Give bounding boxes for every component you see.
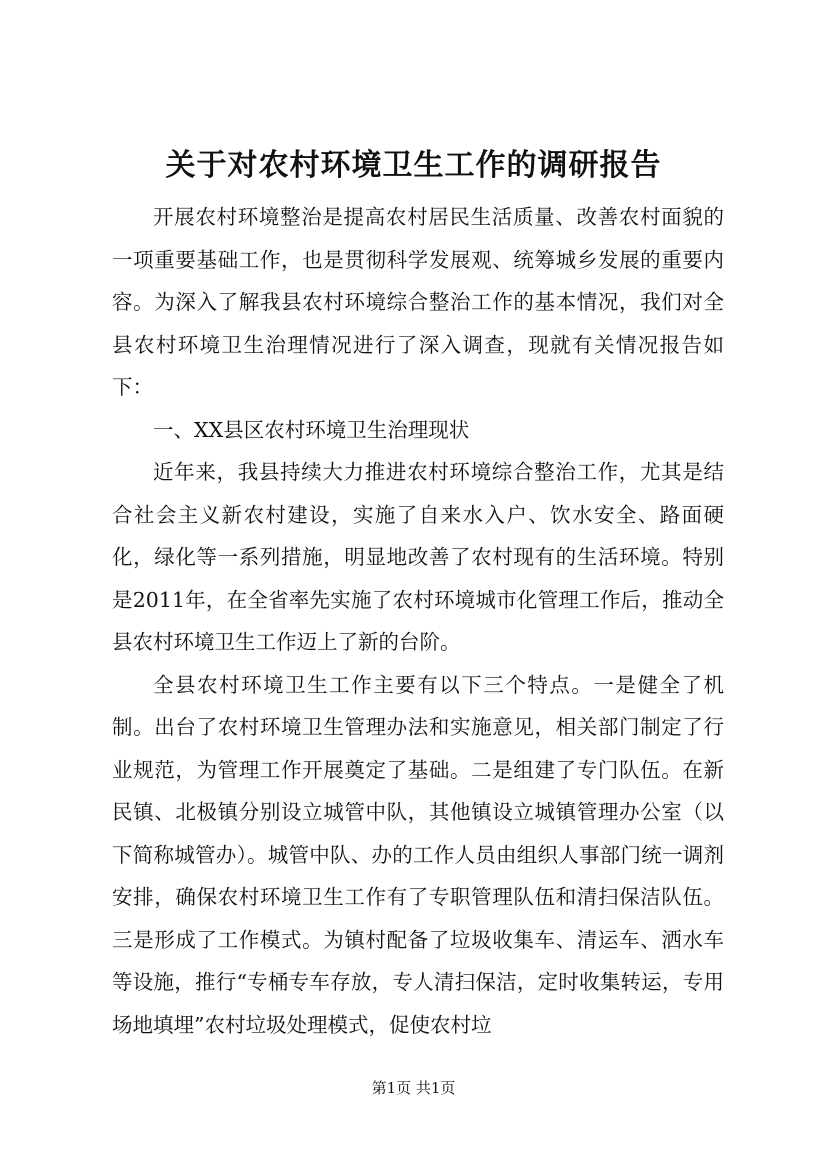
intro-paragraph: 开展农村环境整治是提高农村居民生活质量、改善农村面貌的一项重要基础工作，也是贯彻科学发展观、统筹城乡发展的重要内容。为深入了解我县农村环境综合整治工作的基本情况，我们对全县农村环境卫生治理情况进行了深入调查，现就有关情况报告如下： bbox=[112, 205, 724, 399]
page-footer: 第1页 共1页 bbox=[371, 1079, 456, 1097]
document-title: 关于对农村环境卫生工作的调研报告 bbox=[165, 148, 662, 183]
status-paragraph: 近年来，我县持续大力推进农村环境综合整治工作，尤其是结合社会主义新农村建设，实施了自来水入户、饮水安全、路面硬化，绿化等一系列措施，明显地改善了农村现有的生活环境。特别是2011年，在全省率先实施了农村环境城市化管理工作后，推动全县农村环境卫生工作迈上了新的台阶。 bbox=[112, 460, 724, 654]
document-body bbox=[112, 196, 724, 1046]
section-heading: 一、XX县区农村环境卫生治理现状 bbox=[153, 417, 470, 442]
features-paragraph: 全县农村环境卫生工作主要有以下三个特点。一是健全了机制。出台了农村环境卫生管理办法和实施意见，相关部门制定了行业规范，为管理工作开展奠定了基础。二是组建了专门队伍。在新民镇、北极镇分别设立城管中队，其他镇设立城镇管理办公室（以下简称城管办）。城管中队、办的工作人员由组织人事部门统一调剂安排，确保农村环境卫生工作有了专职管理队伍和清扫保洁队伍。三是形成了工作模式。为镇村配备了垃圾收集车、清运车、洒水车等设施，推行“专桶专车存放，专人清扫保洁，定时收集转运，专用场地填埋”农村垃圾处理模式，促使农村垃 bbox=[112, 672, 724, 1037]
